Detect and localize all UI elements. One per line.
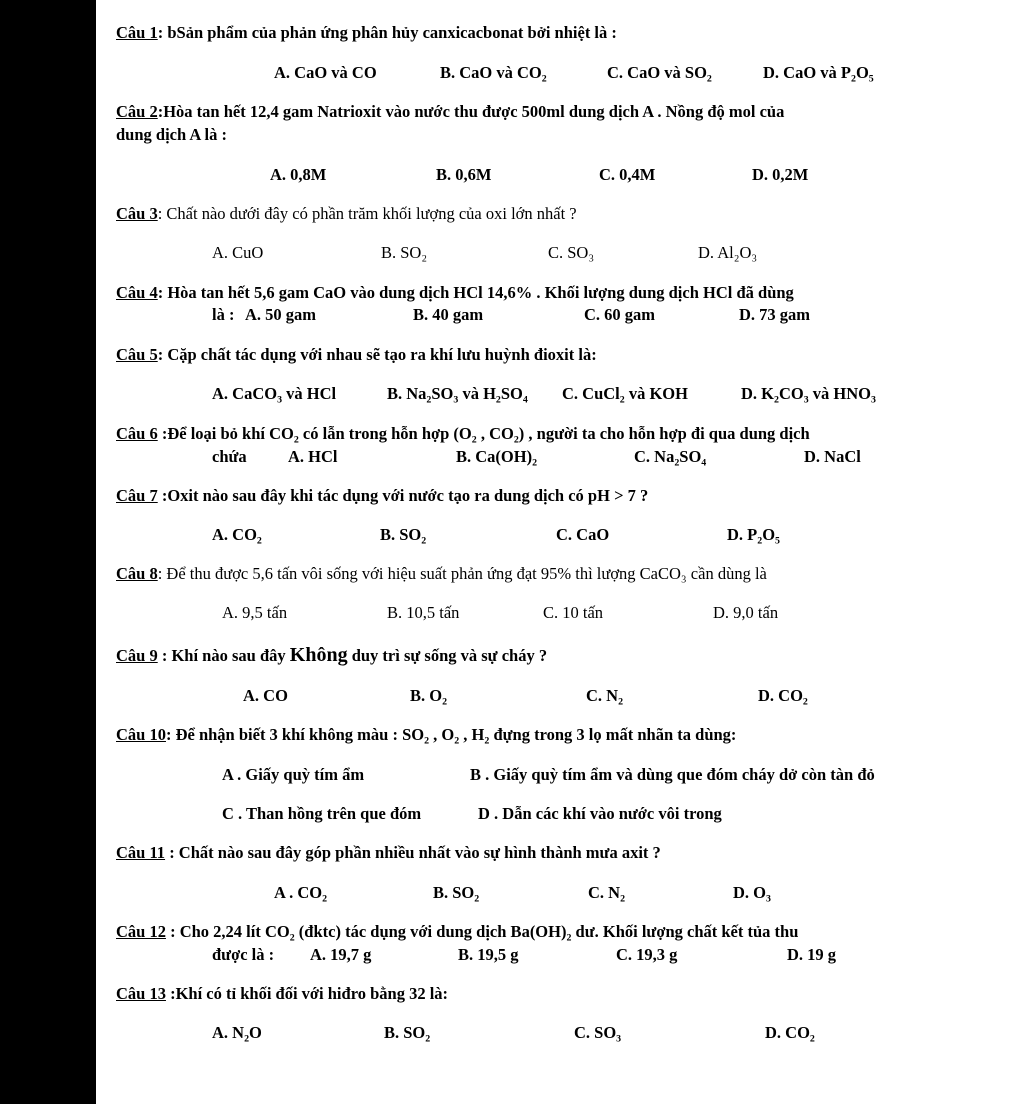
q1-option-a[interactable]: A. CaO và CO	[274, 63, 377, 82]
question-4-line2-text: là :	[212, 305, 235, 324]
question-9-text-emphasis: Không	[289, 644, 348, 666]
question-6-label: Câu 6	[116, 424, 158, 443]
q11-option-d[interactable]: D. O₃	[733, 883, 771, 902]
q10-option-d[interactable]: D . Dẫn các khí vào nước vôi trong	[478, 804, 722, 823]
question-9-text-pre: : Khí nào sau đây	[157, 646, 290, 665]
q7-option-c[interactable]: C. CaO	[556, 525, 610, 544]
q4-option-d[interactable]: D. 73 gam	[739, 305, 811, 324]
question-6-line2-text: chứa	[212, 447, 247, 466]
q2-option-a[interactable]: A. 0,8M	[270, 165, 327, 184]
question-10-label: Câu 10	[116, 725, 166, 744]
q3-option-a[interactable]: A. CuO	[212, 243, 264, 262]
q7-option-d[interactable]: D. P₂O₅	[727, 525, 780, 544]
q6-option-b[interactable]: B. Ca(OH)₂	[456, 447, 538, 466]
question-6-text: :Để loại bỏ khí CO₂ có lẫn trong hỗn hợp (O₂ , CO₂) , người ta cho hỗn hợp đi qua dung dịch	[157, 424, 810, 443]
question-3	[116, 203, 876, 225]
q1-option-d[interactable]: D. CaO và P₂O₅	[763, 63, 874, 82]
q6-option-c[interactable]: C. Na₂SO₄	[634, 447, 707, 466]
q2-option-d[interactable]: D. 0,2M	[752, 165, 809, 184]
q11-option-a[interactable]: A . CO₂	[274, 883, 328, 902]
q3-option-c[interactable]: C. SO₃	[548, 243, 595, 262]
q5-option-d[interactable]: D. K₂CO₃ và HNO₃	[741, 384, 876, 403]
question-2-label: Câu 2	[116, 102, 158, 121]
q5-option-a[interactable]: A. CaCO₃ và HCl	[212, 384, 337, 403]
q13-option-b[interactable]: B. SO₂	[384, 1023, 431, 1042]
q8-option-b[interactable]: B. 10,5 tấn	[387, 603, 460, 622]
q1-option-b[interactable]: B. CaO và CO₂	[440, 63, 547, 82]
q5-option-c[interactable]: C. CuCl₂ và KOH	[562, 384, 688, 403]
question-1	[116, 22, 876, 44]
q12-option-c[interactable]: C. 19,3 g	[616, 945, 678, 964]
q8-option-c[interactable]: C. 10 tấn	[543, 603, 604, 622]
question-9	[116, 644, 876, 667]
q7-option-a[interactable]: A. CO₂	[212, 525, 262, 544]
question-10-text: : Để nhận biết 3 khí không màu : SO₂ , O₂ , H₂ đựng trong 3 lọ mất nhãn ta dùng:	[165, 725, 737, 744]
question-7-text: :Oxit nào sau đây khi tác dụng với nước tạo ra dung dịch có pH > 7 ?	[157, 486, 649, 505]
q6-option-a[interactable]: A. HCl	[288, 447, 338, 466]
question-4-text: : Hòa tan hết 5,6 gam CaO vào dung dịch HCl 14,6% . Khối lượng dung dịch HCl đã dùng	[157, 283, 794, 302]
question-6	[116, 423, 876, 445]
q12-option-a[interactable]: A. 19,7 g	[310, 945, 372, 964]
question-10	[116, 724, 876, 746]
q2-option-c[interactable]: C. 0,4M	[599, 165, 656, 184]
question-3-label: Câu 3	[116, 204, 158, 223]
q13-option-d[interactable]: D. CO₂	[765, 1023, 815, 1042]
question-5-label: Câu 5	[116, 345, 158, 364]
question-12-label: Câu 12	[116, 922, 166, 941]
question-11-label: Câu 11	[116, 843, 166, 862]
q13-option-a[interactable]: A. N₂O	[212, 1023, 262, 1042]
q6-option-d[interactable]: D. NaCl	[804, 447, 861, 466]
q4-option-c[interactable]: C. 60 gam	[584, 305, 656, 324]
left-black-border	[0, 0, 96, 1104]
question-8-text: : Để thu được 5,6 tấn vôi sống với hiệu suất phản ứng đạt 95% thì lượng CaCO₃ cần dùng là	[157, 564, 767, 583]
question-9-text-post: duy trì sự sống và sự cháy ?	[347, 646, 548, 665]
q10-option-c[interactable]: C . Than hồng trên que đóm	[222, 804, 422, 823]
q4-option-a[interactable]: A. 50 gam	[245, 305, 317, 324]
question-2	[116, 101, 876, 123]
question-7-label: Câu 7	[116, 486, 158, 505]
q8-option-d[interactable]: D. 9,0 tấn	[713, 603, 779, 622]
question-13-label: Câu 13	[116, 984, 166, 1003]
q9-option-a[interactable]: A. CO	[243, 686, 288, 705]
question-8-label: Câu 8	[116, 564, 158, 583]
q4-option-b[interactable]: B. 40 gam	[413, 305, 484, 324]
question-9-label: Câu 9	[116, 646, 158, 665]
q3-option-d[interactable]: D. Al₂O₃	[698, 243, 758, 262]
question-11	[116, 842, 876, 864]
q2-option-b[interactable]: B. 0,6M	[436, 165, 492, 184]
question-7	[116, 485, 876, 507]
q9-option-b[interactable]: B. O₂	[410, 686, 448, 705]
q13-option-c[interactable]: C. SO₃	[574, 1023, 622, 1042]
q9-option-d[interactable]: D. CO₂	[758, 686, 808, 705]
q12-option-d[interactable]: D. 19 g	[787, 945, 837, 964]
question-1-label: Câu 1	[116, 23, 158, 42]
question-4-label: Câu 4	[116, 283, 158, 302]
question-1-text: : bSản phẩm của phản ứng phân hủy canxicacbonat bởi nhiệt là :	[157, 23, 617, 42]
question-3-text: : Chất nào dưới đây có phần trăm khối lượng của oxi lớn nhất ?	[157, 204, 577, 223]
q11-option-b[interactable]: B. SO₂	[433, 883, 480, 902]
question-12-line2-text: được là :	[212, 945, 275, 964]
question-8	[116, 563, 876, 585]
question-11-text: : Chất nào sau đây góp phần nhiều nhất vào sự hình thành mưa axit ?	[165, 843, 661, 862]
question-5-text: : Cặp chất tác dụng với nhau sẽ tạo ra khí lưu huỳnh đioxit là:	[157, 345, 597, 364]
q12-option-b[interactable]: B. 19,5 g	[458, 945, 519, 964]
q7-option-b[interactable]: B. SO₂	[380, 525, 427, 544]
question-2-line2: dung dịch A là :	[116, 125, 227, 144]
question-4	[116, 282, 876, 304]
q11-option-c[interactable]: C. N₂	[588, 883, 626, 902]
q3-option-b[interactable]: B. SO₂	[381, 243, 428, 262]
q9-option-c[interactable]: C. N₂	[586, 686, 624, 705]
question-12	[116, 921, 876, 943]
q8-option-a[interactable]: A. 9,5 tấn	[222, 603, 288, 622]
question-5	[116, 344, 876, 366]
q5-option-b[interactable]: B. Na₂SO₃ và H₂SO₄	[387, 384, 528, 403]
question-12-text: : Cho 2,24 lít CO₂ (đktc) tác dụng với dung dịch Ba(OH)₂ dư. Khối lượng chất kết tủa thu	[165, 922, 799, 941]
q10-option-a[interactable]: A . Giấy quỳ tím ẩm	[222, 765, 365, 784]
question-13	[116, 983, 876, 1005]
q10-option-b[interactable]: B . Giấy quỳ tím ẩm và dùng que đóm cháy dở còn tàn đỏ	[470, 765, 875, 784]
q1-option-c[interactable]: C. CaO và SO₂	[607, 63, 712, 82]
question-13-text: :Khí có tỉ khối đối với hiđro bằng 32 là:	[165, 984, 449, 1003]
question-2-text: :Hòa tan hết 12,4 gam Natrioxit vào nước thu được 500ml dung dịch A . Nồng độ mol của	[157, 102, 785, 121]
